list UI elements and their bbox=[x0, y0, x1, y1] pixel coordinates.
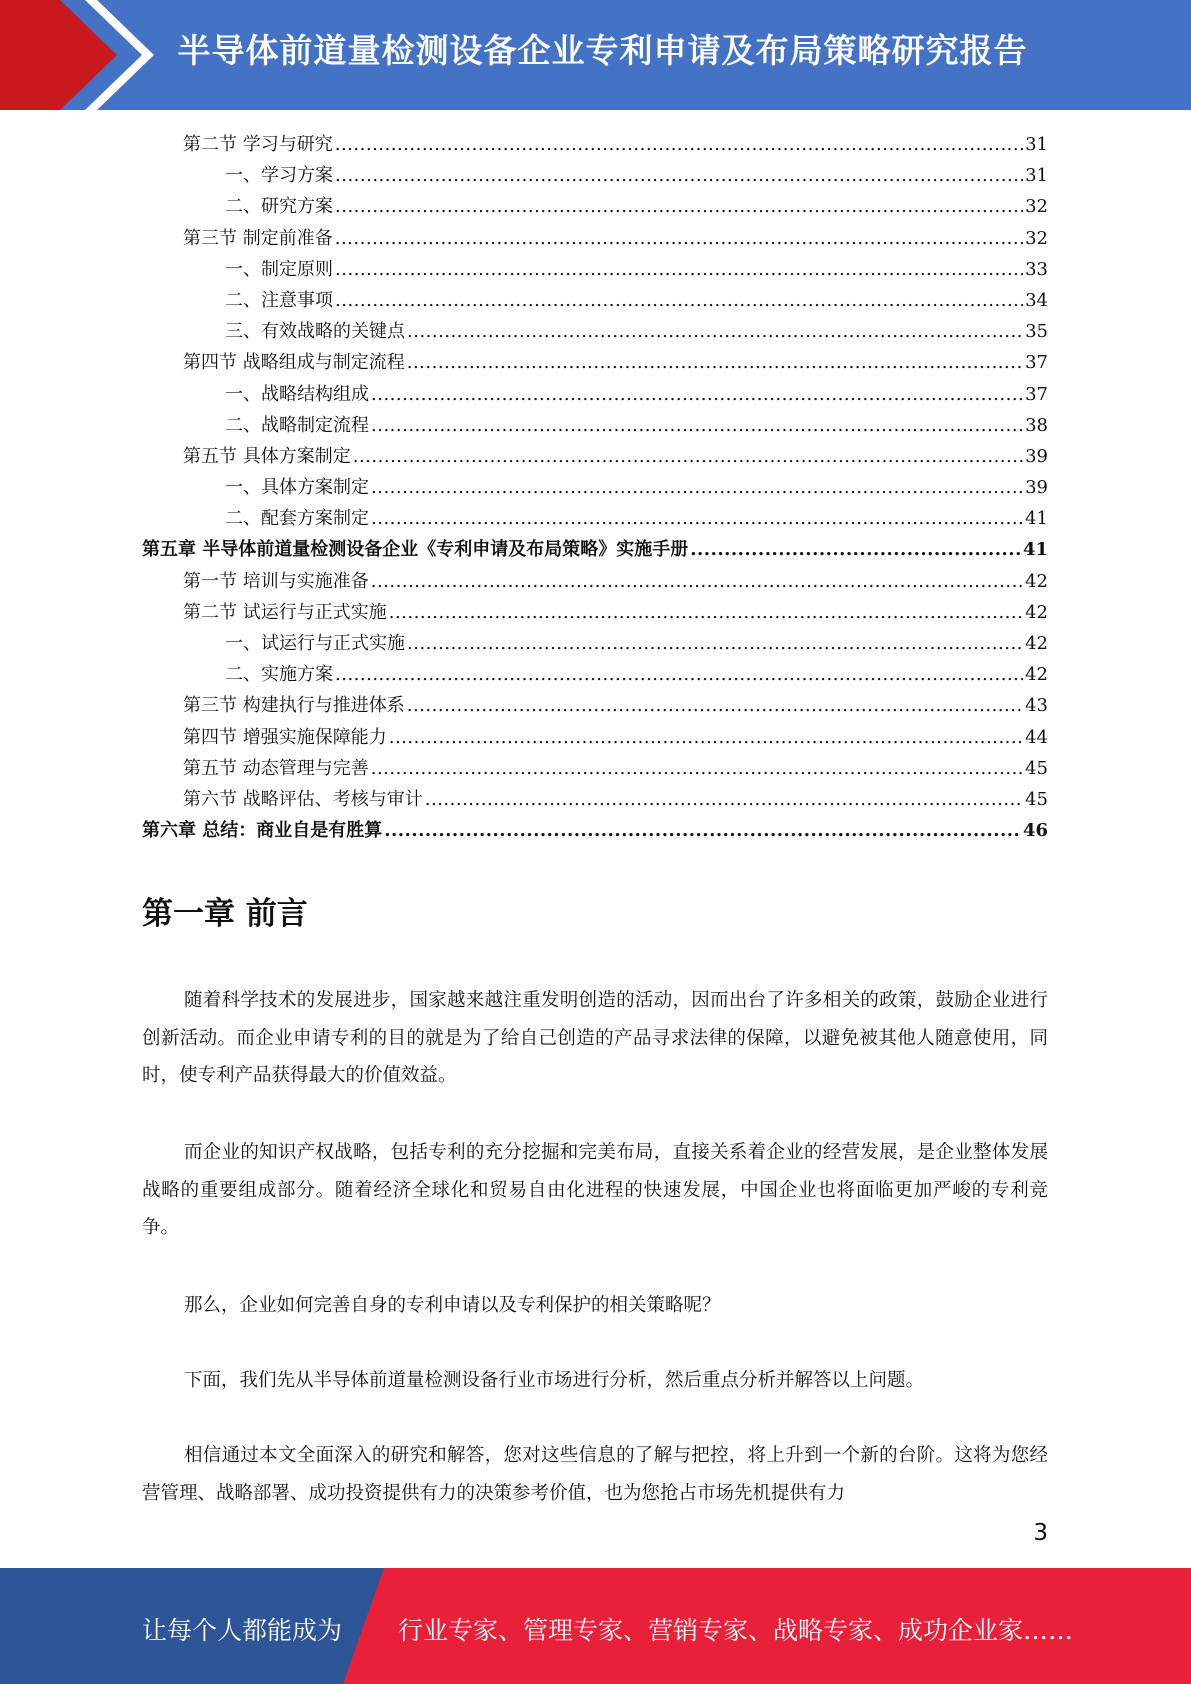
toc-entry[interactable] bbox=[142, 785, 1048, 816]
toc-leader-dots bbox=[371, 571, 1023, 592]
toc-entry-page: 42 bbox=[1025, 570, 1048, 592]
toc-leader-dots bbox=[371, 477, 1023, 498]
toc-entry[interactable] bbox=[142, 660, 1048, 691]
toc-entry-title: 一、制定原则 bbox=[225, 258, 333, 280]
toc-leader-dots bbox=[407, 321, 1023, 342]
toc-entry-page: 32 bbox=[1025, 227, 1048, 249]
toc-entry-page: 45 bbox=[1025, 757, 1048, 779]
toc-entry[interactable] bbox=[142, 255, 1048, 286]
page-number: 3 bbox=[1033, 1520, 1048, 1546]
toc-entry[interactable] bbox=[142, 286, 1048, 317]
toc-entry-page: 37 bbox=[1025, 352, 1048, 374]
toc-entry-page: 39 bbox=[1025, 445, 1048, 467]
toc-entry[interactable] bbox=[142, 723, 1048, 754]
toc-leader-dots bbox=[335, 259, 1023, 280]
report-title: 半导体前道量检测设备企业专利申请及布局策略研究报告 bbox=[177, 31, 1028, 70]
toc-entry[interactable] bbox=[142, 161, 1048, 192]
toc-entry[interactable] bbox=[142, 380, 1048, 411]
chapter-title: 第一章 前言 bbox=[142, 896, 308, 932]
toc-entry-title: 第三节 制定前准备 bbox=[183, 227, 333, 249]
footer-slogan-right: 行业专家、管理专家、营销专家、战略专家、成功企业家…… bbox=[398, 1616, 1074, 1645]
toc-leader-dots bbox=[371, 758, 1023, 779]
paragraph: 随着科学技术的发展进步，国家越来越注重发明创造的活动，因而出台了许多相关的政策，鼓励企业进行创新活动。而企业申请专利的目的就是为了给自己创造的产品寻求法律的保障，以避免被其他人随意使用，同时，使专利产品获得最大的价值效益。 bbox=[142, 990, 1048, 1086]
toc-leader-dots bbox=[335, 664, 1023, 685]
paragraph: 而企业的知识产权战略，包括专利的充分挖掘和完美布局，直接关系着企业的经营发展，是企业整体发展战略的重要组成部分。随着经济全球化和贸易自由化进程的快速发展，中国企业也将面临更加严峻的专利竞争。 bbox=[142, 1142, 1048, 1238]
toc-leader-dots bbox=[389, 602, 1023, 623]
toc-entry-page: 31 bbox=[1025, 134, 1048, 155]
toc-leader-dots bbox=[353, 446, 1023, 467]
toc-entry-page: 33 bbox=[1025, 258, 1048, 280]
toc-entry-page: 34 bbox=[1025, 289, 1048, 311]
toc-entry[interactable] bbox=[142, 192, 1048, 223]
paragraph: 相信通过本文全面深入的研究和解答，您对这些信息的了解与把控，将上升到一个新的台阶。这将为您经营管理、战略部署、成功投资提供有力的决策参考价值，也为您抢占市场先机提供有力 bbox=[142, 1445, 1048, 1504]
toc-entry-title: 一、学习方案 bbox=[225, 165, 333, 187]
toc-entry-title: 第六节 战略评估、考核与审计 bbox=[183, 788, 423, 810]
toc-entry-title: 一、试运行与正式实施 bbox=[225, 633, 405, 654]
toc-leader-dots bbox=[335, 290, 1023, 311]
toc-leader-dots bbox=[371, 415, 1023, 436]
toc-entry[interactable] bbox=[142, 598, 1048, 629]
toc-entry-title: 第四节 增强实施保障能力 bbox=[183, 726, 387, 748]
toc-entry-page: 45 bbox=[1025, 788, 1048, 810]
toc-entry-title: 一、战略结构组成 bbox=[225, 383, 369, 405]
toc-entry[interactable] bbox=[142, 473, 1048, 504]
toc-leader-dots bbox=[407, 633, 1023, 654]
toc-entry-page: 32 bbox=[1025, 196, 1048, 218]
toc-entry[interactable] bbox=[142, 691, 1048, 722]
toc-entry-title: 第一节 培训与实施准备 bbox=[183, 570, 369, 592]
toc-entry-page: 31 bbox=[1025, 165, 1048, 187]
toc-leader-dots bbox=[335, 228, 1023, 249]
toc-entry-title: 第五节 具体方案制定 bbox=[183, 445, 351, 467]
toc-entry[interactable] bbox=[142, 442, 1048, 473]
toc-entry-title: 一、具体方案制定 bbox=[225, 477, 369, 499]
toc-entry-page: 42 bbox=[1025, 664, 1048, 686]
toc-entry-title: 第三节 构建执行与推进体系 bbox=[183, 695, 405, 717]
toc-entry[interactable] bbox=[142, 754, 1048, 785]
toc-leader-dots bbox=[690, 539, 1021, 560]
toc-entry[interactable] bbox=[142, 224, 1048, 255]
toc-leader-dots bbox=[335, 196, 1023, 217]
toc-entry[interactable] bbox=[142, 130, 1048, 161]
toc-leader-dots bbox=[335, 134, 1023, 155]
toc-entry[interactable] bbox=[142, 629, 1048, 660]
toc-entry-page: 35 bbox=[1025, 321, 1048, 343]
toc-leader-dots bbox=[335, 165, 1023, 186]
page-header bbox=[0, 0, 1191, 110]
toc-entry[interactable] bbox=[142, 411, 1048, 442]
toc-entry-page: 41 bbox=[1025, 508, 1048, 530]
toc-entry[interactable] bbox=[142, 317, 1048, 348]
toc-leader-dots bbox=[425, 789, 1023, 810]
toc-entry-title: 第五节 动态管理与完善 bbox=[183, 757, 369, 779]
toc-entry-page: 37 bbox=[1025, 383, 1048, 405]
toc-entry-page: 42 bbox=[1025, 633, 1048, 654]
toc-entry-page: 44 bbox=[1025, 726, 1048, 748]
toc-leader-dots bbox=[407, 695, 1023, 716]
table-of-contents bbox=[142, 130, 1048, 847]
paragraph: 那么，企业如何完善自身的专利申请以及专利保护的相关策略呢？ bbox=[184, 1295, 721, 1316]
toc-entry-title: 二、实施方案 bbox=[225, 664, 333, 686]
toc-entry-title: 二、配套方案制定 bbox=[225, 508, 369, 530]
toc-leader-dots bbox=[384, 820, 1021, 841]
toc-entry-title: 第二节 试运行与正式实施 bbox=[183, 601, 387, 623]
toc-entry[interactable] bbox=[142, 816, 1048, 847]
toc-entry[interactable] bbox=[142, 535, 1048, 566]
toc-entry-title: 第五章 半导体前道量检测设备企业《专利申请及布局策略》实施手册 bbox=[142, 539, 689, 561]
toc-leader-dots bbox=[407, 352, 1023, 373]
toc-leader-dots bbox=[389, 727, 1023, 748]
toc-entry-page: 43 bbox=[1025, 695, 1048, 717]
toc-entry-title: 第四节 战略组成与制定流程 bbox=[183, 352, 405, 374]
toc-leader-dots bbox=[371, 384, 1023, 405]
toc-entry-page: 46 bbox=[1022, 820, 1048, 842]
toc-entry[interactable] bbox=[142, 348, 1048, 379]
toc-entry-page: 38 bbox=[1025, 414, 1048, 436]
toc-entry-title: 二、注意事项 bbox=[225, 289, 333, 311]
toc-entry-title: 第二节 学习与研究 bbox=[183, 134, 333, 155]
toc-entry-page: 41 bbox=[1022, 539, 1048, 561]
toc-entry-title: 二、战略制定流程 bbox=[225, 414, 369, 436]
toc-entry-title: 二、研究方案 bbox=[225, 196, 333, 218]
toc-entry-page: 42 bbox=[1025, 601, 1048, 623]
paragraph: 下面，我们先从半导体前道量检测设备行业市场进行分析，然后重点分析并解答以上问题。 bbox=[184, 1370, 925, 1391]
toc-entry-title: 第六章 总结：商业自是有胜算 bbox=[142, 820, 383, 842]
toc-entry-title: 三、有效战略的关键点 bbox=[225, 321, 405, 343]
page-footer bbox=[0, 1568, 1191, 1684]
footer-slogan-left: 让每个人都能成为 bbox=[142, 1616, 343, 1645]
toc-entry[interactable] bbox=[142, 567, 1048, 598]
toc-entry[interactable] bbox=[142, 504, 1048, 535]
toc-leader-dots bbox=[371, 508, 1023, 529]
toc-entry-page: 39 bbox=[1025, 477, 1048, 499]
